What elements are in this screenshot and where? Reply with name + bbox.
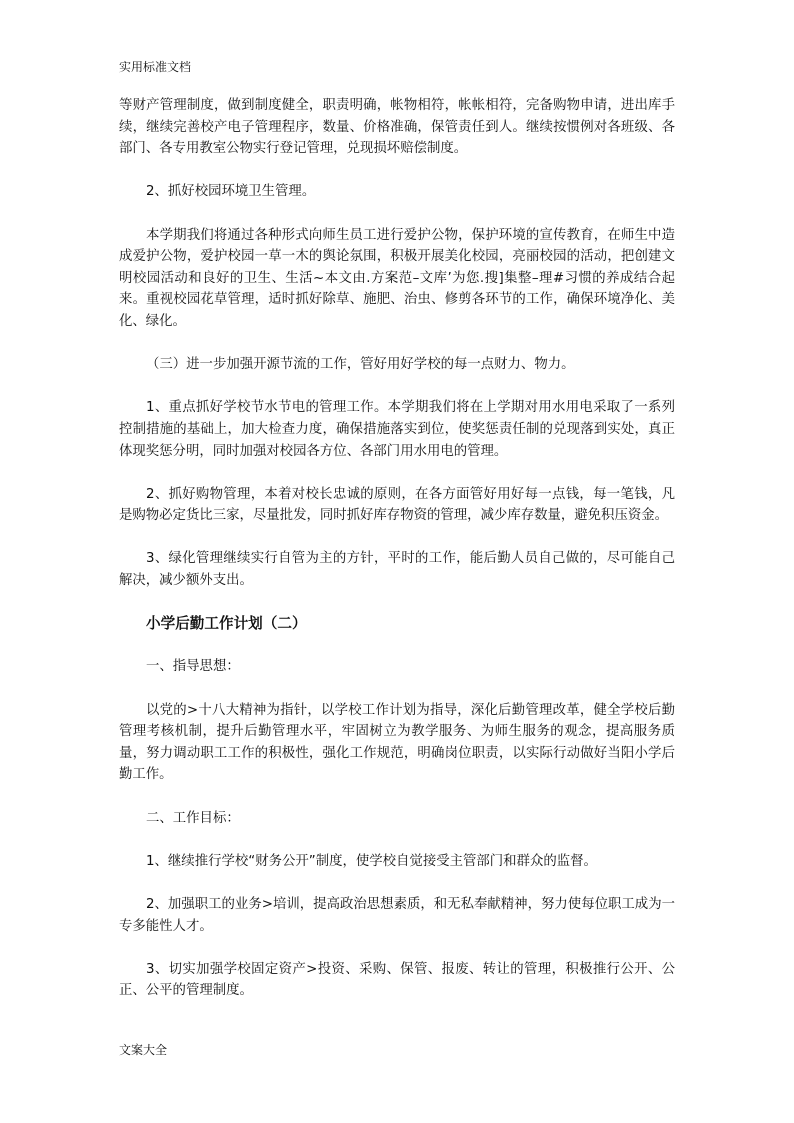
paragraph-purchase-management: 2、抓好购物管理，本着对校长忠诚的原则，在各方面管好用好每一点钱，每一笔钱，凡是购物必定货比三家，尽量批发，同时抓好库存物资的管理，减少库存数量，避免积压资金。 xyxy=(119,486,675,524)
document-body xyxy=(119,95,675,1024)
paragraph-campus-protection: 本学期我们将通过各种形式向师生员工进行爱护公物，保护环境的宣传教育，在师生中造成爱护公物，爱护校园一草一木的舆论氛围，积极开展美化校园，亮丽校园的活动，把创建文明校园活动和良好的卫生、生活~本文由.方案范–文库’为您.搜]集整–理#习惯的养成结合起来。重视校园花草管理，适时抓好除草、施肥、治虫、修剪各环节的工作，确保环境净化、美化、绿化。 xyxy=(119,227,675,329)
paragraph-water-electricity: 1、重点抓好学校节水节电的管理工作。本学期我们将在上学期对用水用电采取了一系列控制措施的基础上，加大检查力度，确保措施落实到位，使奖惩责任制的兑现落到实处，真正体现奖惩分明，同时加强对校园各方位、各部门用水用电的管理。 xyxy=(119,400,675,459)
paragraph-goal-2: 2、加强职工的业务>培训，提高政治思想素质，和无私奉献精神，努力使每位职工成为一专多能性人才。 xyxy=(119,896,675,934)
paragraph-goals-heading: 二、工作目标： xyxy=(146,810,240,826)
paragraph-guiding-thought: 以党的>十八大精神为指针，以学校工作计划为指导，深化后勤管理改革，健全学校后勤管理考核机制，提升后勤管理水平，牢固树立为教学服务、为师生服务的观念，提高服务质量，努力调动职工工作的积极性，强化工作规范，明确岗位职责，以实际行动做好当阳小学后勤工作。 xyxy=(119,702,675,783)
page-footer: 文案大全 xyxy=(119,1043,168,1057)
paragraph-guiding-thought-heading: 一、指导思想： xyxy=(146,659,240,675)
paragraph-section-three: （三）进一步加强开源节流的工作，管好用好学校的每一点财力、物力。 xyxy=(146,357,575,373)
paragraph-goal-3: 3、切实加强学校固定资产>投资、采购、保管、报废、转让的管理，积极推行公开、公正、公平的管理制度。 xyxy=(119,961,675,999)
paragraph-goal-1: 1、继续推行学校“财务公开”制度，使学校自觉接受主管部门和群众的监督。 xyxy=(146,853,597,869)
page-header: 实用标准文档 xyxy=(119,60,192,74)
section-title: 小学后勤工作计划（二） xyxy=(146,615,307,633)
paragraph-greening: 3、绿化管理继续实行自管为主的方针，平时的工作，能后勤人员自己做的，尽可能自己解决，减少额外支出。 xyxy=(119,551,675,589)
paragraph-property-management: 等财产管理制度，做到制度健全，职责明确，帐物相符，帐帐相符，完备购物申请，进出库手续，继续完善校产电子管理程序，数量、价格准确，保管责任到人。继续按惯例对各班级、各部门、各专用教室公物实行登记管理，兑现损坏赔偿制度。 xyxy=(119,98,675,157)
paragraph-campus-hygiene-heading: 2、抓好校园环境卫生管理。 xyxy=(146,184,316,200)
